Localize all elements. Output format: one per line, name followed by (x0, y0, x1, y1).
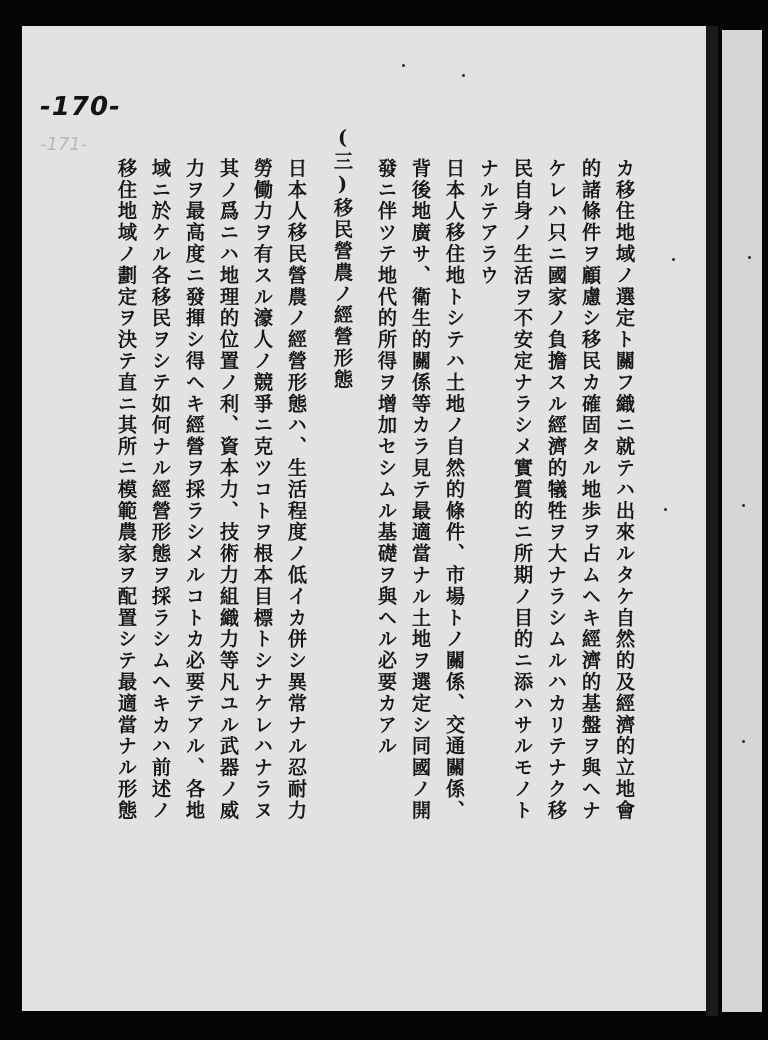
text-column-10: 勞働力ヲ有スル濠人ノ競爭ニ克ツコトヲ根本目標トシナケレハナラヌ (251, 158, 274, 822)
text-column-5: ナルテアラウ (477, 158, 500, 287)
text-column-6: 日本人移住地トシテハ土地ノ自然的條件、市場トノ關係、交通關係、 (443, 158, 466, 822)
text-column-14: 移住地域ノ劃定ヲ決テ直ニ其所ニ模範農家ヲ配置シテ最適當ナル形態 (115, 158, 138, 822)
scan-speck (462, 74, 465, 77)
adjacent-page-edge (722, 30, 762, 1012)
text-column-13: 域ニ於ケル各移民ヲシテ如何ナル經營形態ヲ採ラシムヘキカハ前述ノ (149, 158, 172, 822)
text-column-1: カ移住地域ノ選定ト關フ織ニ就テハ出來ルタケ自然的及經濟的立地會 (613, 158, 636, 822)
text-column-2: 的諸條件ヲ顧慮シ移民カ確固タル地歩ヲ占ムヘキ經濟的基盤ヲ與ヘナ (579, 158, 602, 822)
scan-speck (402, 64, 405, 67)
text-column-12: 力ヲ最高度ニ發揮シ得ヘキ經營ヲ採ラシメルコトカ必要テアル、各地 (183, 158, 206, 822)
text-column-8: 發ニ伴ツテ地代的所得ヲ增加セシムル基礎ヲ與ヘル必要カアル (375, 158, 398, 758)
page-number: -170- (40, 92, 121, 122)
book-gutter (706, 26, 718, 1016)
scan-speck (672, 258, 675, 261)
scan-speck (748, 256, 751, 259)
scan-speck (664, 508, 667, 511)
scan-speck (742, 740, 745, 743)
faint-page-number: -171- (40, 134, 88, 155)
text-column-9: 日本人移民營農ノ經營形態ハ、生活程度ノ低イカ併シ異常ナル忍耐力 (285, 158, 308, 822)
text-column-11: 其ノ爲ニハ地理的位置ノ利、資本力、技術力組織力等凡ユル武器ノ威 (217, 158, 240, 822)
scan-speck (742, 504, 745, 507)
text-column-3: ケレハ只ニ國家ノ負擔スル經濟的犠牲ヲ大ナラシムルハカリテナク移 (545, 158, 568, 822)
text-column-7: 背後地廣サ、衛生的關係等カラ見テ最適當ナル土地ヲ選定シ同國ノ開 (409, 158, 432, 822)
section-heading: (三)移民營農ノ經營形態 (331, 126, 354, 391)
text-column-4: 民自身ノ生活ヲ不安定ナラシメ實質的ニ所期ノ目的ニ添ハサルモノト (511, 158, 534, 822)
